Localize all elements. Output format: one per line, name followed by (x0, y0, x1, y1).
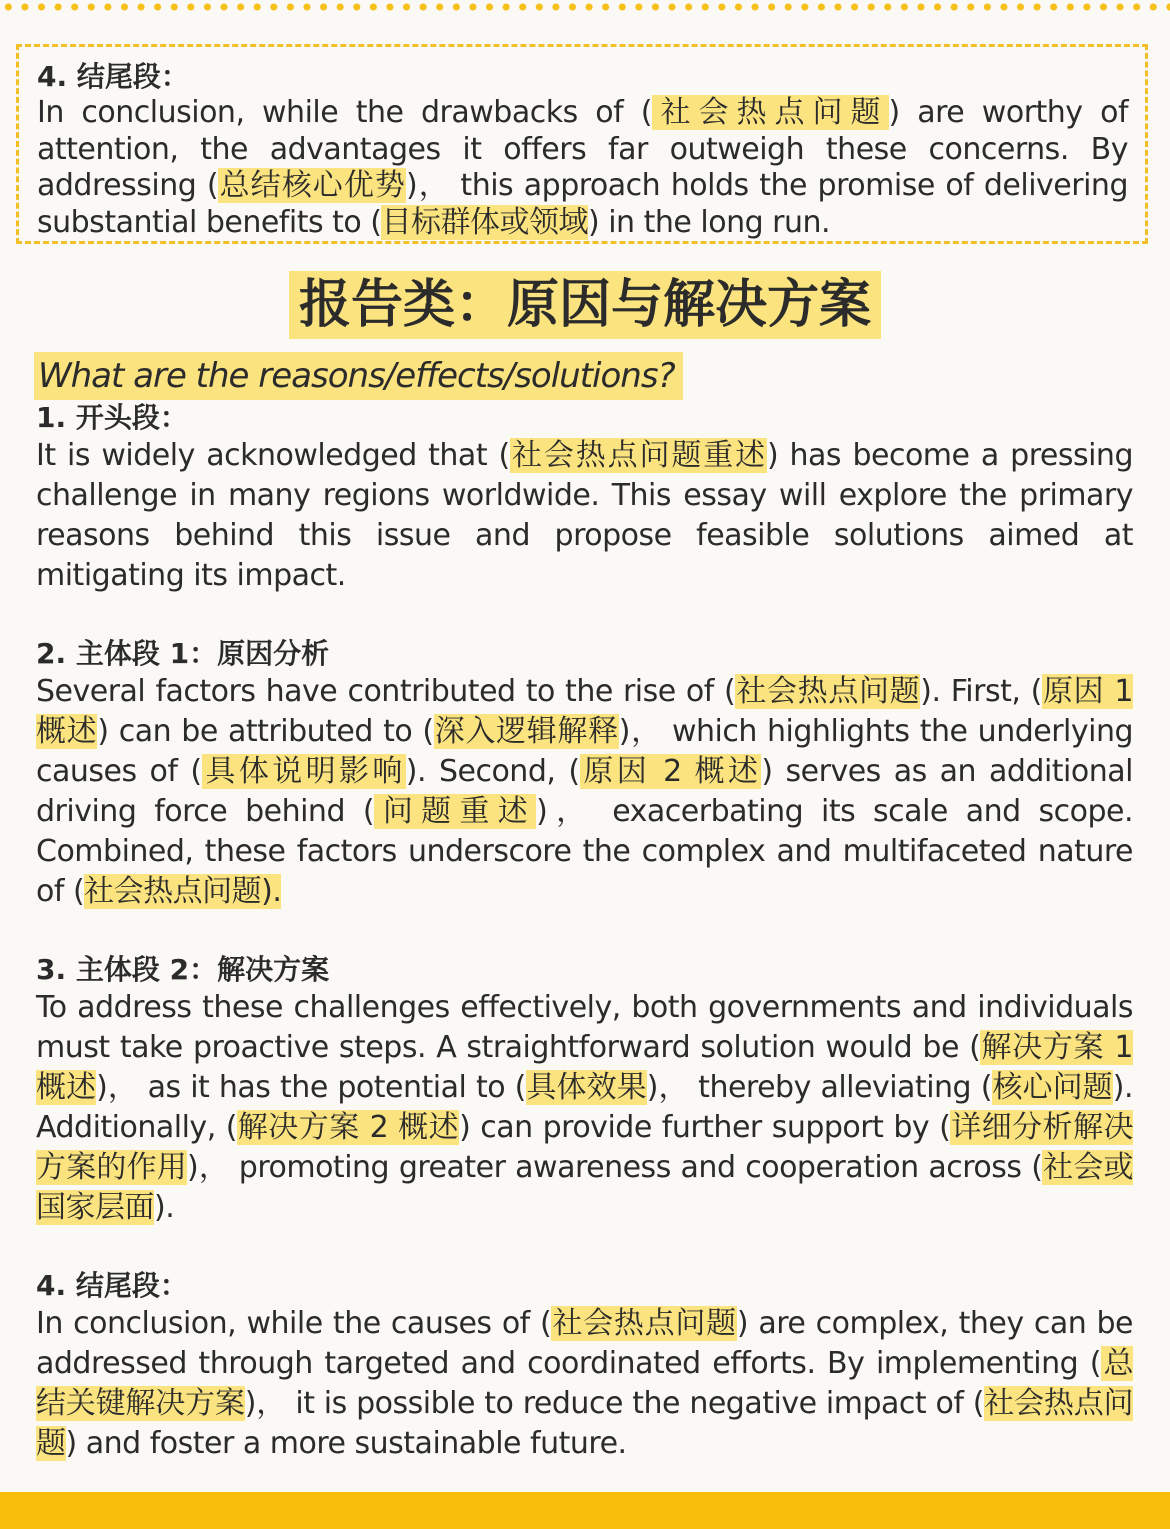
section-conclusion (36, 1268, 1133, 1464)
text-run: )， exacerbating its scale and scope. Combined, these factors underscore the complex and multifaceted nature of ( (36, 794, 1133, 909)
text-run: )， which highlights the underlying causes of ( (36, 714, 1134, 789)
section-title-text: 报告类：原因与解决方案 (289, 271, 881, 339)
dotted-border-top (0, 0, 1170, 14)
section-subtitle (34, 352, 683, 400)
placeholder-highlight: 总结关键解决方案 (36, 1346, 1133, 1421)
placeholder-highlight: 详细分析解决方案的作用 (36, 1110, 1134, 1185)
placeholder-highlight: 具体效果 (525, 1070, 647, 1105)
section-paragraph (36, 988, 1133, 1228)
text-run: ). First, ( (920, 674, 1042, 709)
placeholder-highlight: 社会热点问题 (551, 1306, 737, 1341)
placeholder-highlight: 社会热点问题). (84, 874, 282, 909)
text-run: ) has become a pressing challenge in many regions worldwide. This essay will explore the primary reasons behind this issue and propose feasible solutions aimed at mitigating its impact. (36, 438, 1133, 593)
placeholder-highlight: 总结核心优势 (218, 168, 406, 203)
text-run: )， promoting greater awareness and cooperation across ( (186, 1150, 1043, 1185)
text-run: ) and foster a more sustainable future. (65, 1426, 627, 1461)
text-run: In conclusion, while the causes of ( (36, 1306, 552, 1341)
text-run: ) are worthy of attention, the advantages it offers far outweigh these concerns. By addressing ( (37, 95, 1129, 203)
section-heading: 2. 主体段 1：原因分析 (36, 637, 330, 670)
section-heading: 4. 结尾段： (36, 1269, 188, 1302)
template-content (36, 400, 1133, 1504)
placeholder-highlight: 核心问题 (991, 1070, 1113, 1105)
text-run: )， this approach holds the promise of delivering substantial benefits to ( (37, 168, 1128, 240)
previous-conclusion-paragraph (37, 95, 1128, 241)
text-run: )， as it has the potential to ( (96, 1070, 526, 1105)
placeholder-highlight: 社会或国家层面 (36, 1150, 1134, 1225)
placeholder-highlight: 目标群体或领域 (381, 204, 588, 240)
section-opening (36, 400, 1133, 596)
placeholder-highlight: 社会热点问题 (735, 674, 921, 709)
section-body-solutions (36, 952, 1133, 1228)
section-subtitle-text: What are the reasons/effects/solutions? (34, 352, 683, 400)
section-paragraph (36, 436, 1133, 596)
placeholder-highlight: 解决方案 2 概述 (236, 1110, 460, 1145)
text-run: ). (154, 1190, 175, 1225)
text-run: In conclusion, while the drawbacks of ( (37, 95, 652, 130)
placeholder-highlight: 解决方案 1 概述 (36, 1030, 1133, 1105)
bottom-bar (0, 1492, 1170, 1529)
section-body-reasons (36, 636, 1133, 912)
text-run: ) can provide further support by ( (459, 1110, 951, 1145)
placeholder-highlight: 社会热点问题 (651, 95, 889, 130)
previous-conclusion-box (16, 44, 1148, 244)
text-run: ). Second, ( (405, 754, 580, 789)
text-run: ) can be attributed to ( (97, 714, 434, 749)
text-run: ) serves as an additional driving force behind ( (36, 754, 1133, 829)
placeholder-highlight: 社会热点问题重述 (509, 438, 767, 473)
placeholder-highlight: 问题重述 (374, 794, 537, 829)
section-heading: 3. 主体段 2：解决方案 (36, 953, 330, 986)
section-heading: 1. 开头段： (36, 401, 188, 434)
text-run: )， it is possible to reduce the negative impact of ( (244, 1386, 984, 1421)
text-run: ) are complex, they can be addressed through targeted and coordinated efforts. By implementing ( (36, 1306, 1134, 1381)
text-run: To address these challenges effectively, both governments and individuals must take proactive steps. A straightforward solution would be ( (36, 990, 1133, 1065)
placeholder-highlight: 原因 1 概述 (36, 674, 1134, 749)
placeholder-highlight: 原因 2 概述 (579, 754, 762, 789)
text-run: It is widely acknowledged that ( (36, 438, 510, 473)
text-run: ). Additionally, ( (36, 1070, 1134, 1145)
placeholder-highlight: 具体说明影响 (201, 754, 406, 789)
text-run: ) in the long run. (587, 204, 831, 240)
previous-conclusion-heading: 4. 结尾段： (37, 60, 189, 93)
section-title (0, 271, 1170, 339)
placeholder-highlight: 深入逻辑解释 (433, 714, 619, 749)
placeholder-highlight: 社会热点问题 (36, 1386, 1134, 1461)
section-paragraph (36, 672, 1133, 912)
text-run: Several factors have contributed to the rise of ( (36, 674, 736, 709)
text-run: )， thereby alleviating ( (646, 1070, 992, 1105)
section-paragraph (36, 1304, 1133, 1464)
